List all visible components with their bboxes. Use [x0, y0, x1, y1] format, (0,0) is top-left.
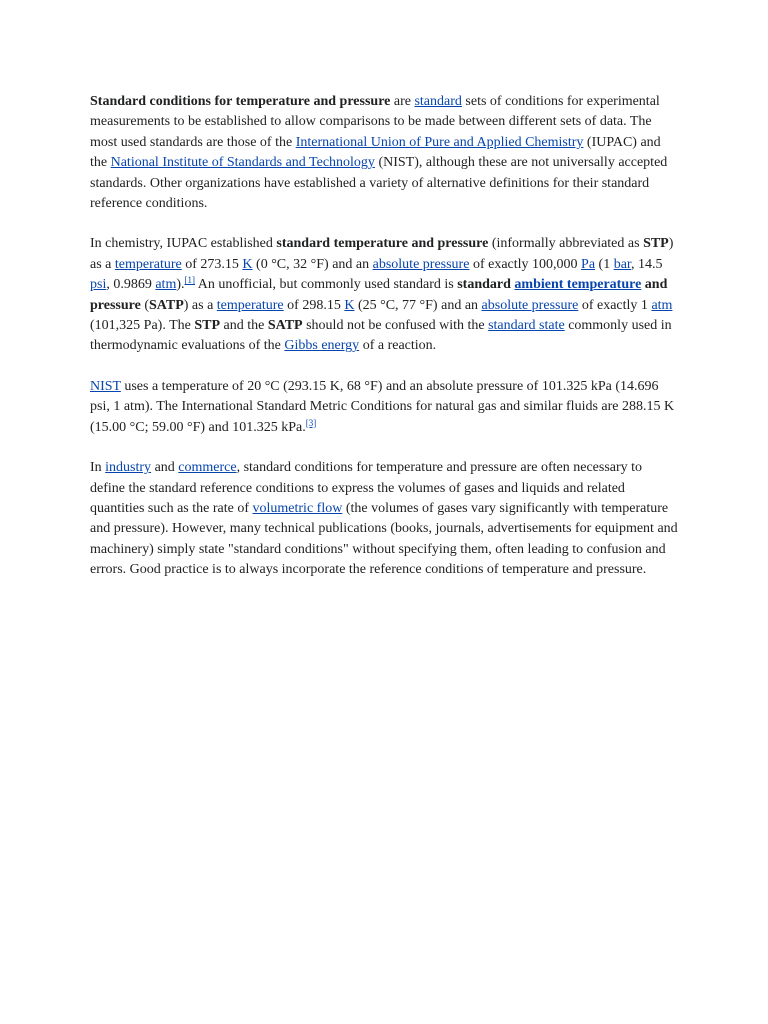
text-span: (the volumes of gases vary significantly with temperature and pressure). However, many technical publications (books, journals, advertisements for equipment and machinery) simply state "standard conditions" without specifying them, often leading to confusion and errors. Good practice is to always incorporate the reference conditions of temperature and pressure. [90, 500, 678, 578]
text-span: of a reaction. [359, 338, 437, 354]
link-nist[interactable]: NIST [90, 378, 121, 394]
text-span: (informally abbreviated as [488, 236, 644, 252]
link-pascal[interactable]: Pa [581, 256, 596, 272]
article-body [90, 92, 680, 601]
text-span: of 298.15 [283, 297, 345, 313]
paragraph-industry [90, 458, 680, 580]
reference-link-3[interactable]: [3] [305, 417, 317, 428]
bold-term: Standard conditions for temperature and pressure [90, 94, 391, 109]
text-span: ) as a [90, 236, 674, 272]
paragraph-chemistry [90, 234, 680, 356]
text-span: sets of conditions for experimental measurements to be established to allow comparisons to be made between different sets of data. The most used standards are those of the [90, 94, 660, 150]
bold-term: STP [643, 236, 669, 252]
text-span: (101,325 Pa). The [90, 318, 195, 334]
paragraph-intro [90, 92, 680, 214]
text-span: (0 °C, 32 °F) and an [252, 256, 373, 272]
bold-term: standard temperature and pressure [276, 236, 489, 252]
link-volumetric-flow[interactable]: volumetric flow [252, 500, 343, 516]
text-span: In [90, 460, 106, 476]
link-ambient-temperature[interactable]: ambient temperature [514, 277, 642, 293]
text-span: should not be confused with the [302, 318, 489, 334]
text-span: (IUPAC) and the [90, 134, 661, 171]
link-absolute-pressure[interactable]: absolute pressure [481, 297, 579, 313]
link-gibbs-energy[interactable]: Gibbs energy [284, 338, 360, 354]
link-kelvin[interactable]: K [242, 256, 253, 272]
text-span: (25 °C, 77 °F) and an [354, 297, 482, 313]
link-absolute-pressure[interactable]: absolute pressure [372, 256, 470, 272]
text-span: , 14.5 [631, 256, 663, 272]
text-span: ( [140, 297, 149, 313]
text-span: of exactly 1 [578, 297, 652, 313]
text-span: ) as a [183, 297, 217, 313]
link-psi[interactable]: psi [90, 277, 107, 293]
text-span: , 0.9869 [106, 277, 156, 293]
link-standard[interactable]: standard [414, 94, 462, 109]
link-atm[interactable]: atm [155, 277, 177, 293]
text-span: of 273.15 [181, 256, 243, 272]
text-span: In chemistry, IUPAC established [90, 236, 277, 252]
paragraph-nist [90, 377, 680, 438]
link-bar[interactable]: bar [613, 256, 632, 272]
text-span: , standard conditions for temperature and pressure are often necessary to define the standard reference conditions to express the volumes of gases and liquids and related quantities such as the rate of [90, 460, 643, 516]
link-commerce[interactable]: commerce [178, 460, 237, 476]
bold-term: and pressure [90, 277, 668, 313]
text-span: and the [220, 318, 268, 334]
text-span: commonly used in thermodynamic evaluations of the [90, 318, 672, 354]
text-span: (1 [595, 256, 614, 272]
link-temperature[interactable]: temperature [216, 297, 284, 313]
reference-link-1[interactable]: [1] [184, 275, 196, 286]
text-span: are [390, 94, 415, 109]
link-standard-state[interactable]: standard state [488, 318, 565, 334]
text-span: (NIST), although these are not universally accepted standards. Other organizations have established a variety of alternative definitions for their standard reference conditions. [90, 155, 668, 212]
link-iupac[interactable]: International Union of Pure and Applied Chemistry [295, 134, 584, 150]
bold-term: SATP [149, 297, 184, 313]
text-span: An unofficial, but commonly used standard is [195, 277, 458, 293]
link-kelvin[interactable]: K [344, 297, 355, 313]
link-temperature[interactable]: temperature [114, 256, 182, 272]
bold-term: STP [194, 318, 221, 334]
link-industry[interactable]: industry [105, 460, 152, 476]
bold-term: SATP [267, 318, 303, 334]
link-nist[interactable]: National Institute of Standards and Technology [110, 155, 375, 171]
bold-term: standard [457, 277, 515, 293]
text-span: of exactly 100,000 [469, 256, 582, 272]
text-span: uses a temperature of 20 °C (293.15 K, 68 °F) and an absolute pressure of 101.325 kPa (14.696 psi, 1 atm). The International Standard Metric Conditions for natural gas and similar fluids are 288.15 K (15.00 °C; 59.00 °F) and 101.325 kPa. [90, 378, 675, 435]
text-span: ). [176, 277, 185, 293]
link-atm[interactable]: atm [651, 297, 673, 313]
text-span: and [151, 460, 179, 476]
